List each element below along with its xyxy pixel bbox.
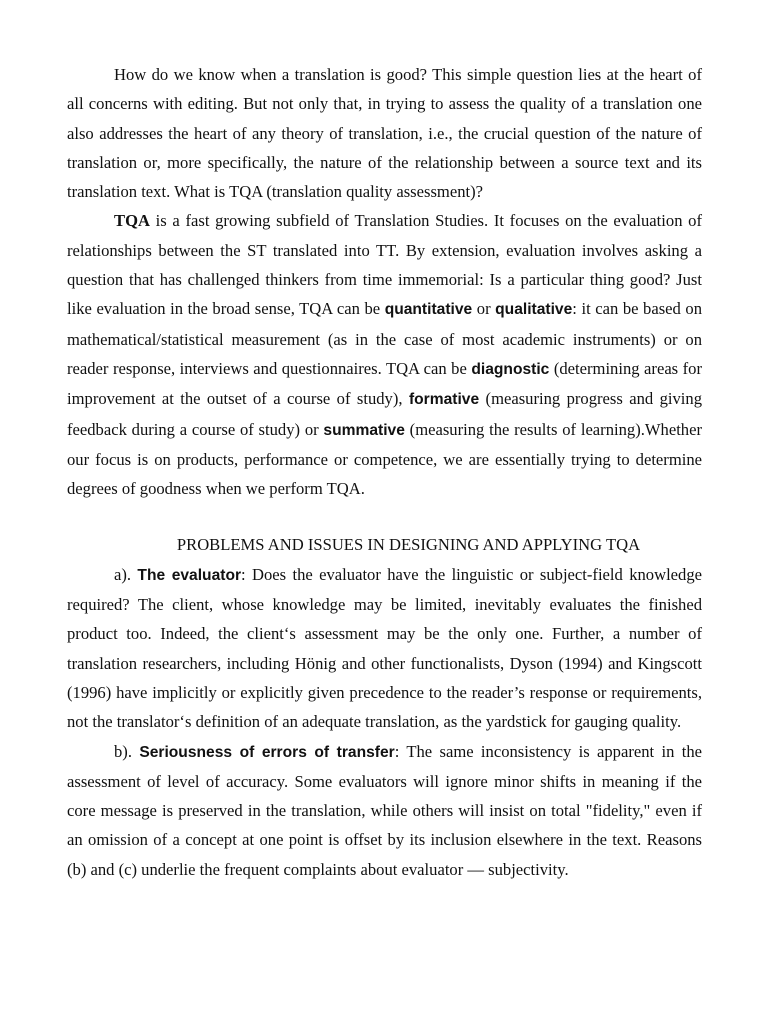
tqa-text-4: (determining areas for improvement at the outset of a course of study), — [67, 358, 702, 409]
document-page — [67, 60, 702, 884]
tqa-text-3: : it can be based on mathematical/statistical measurement (as in the case of most academic instruments) or on reader response, interviews and questionnaires. TQA can be — [67, 299, 702, 378]
intro-text: How do we know when a translation is good? This simple question lies at the heart of all concerns with editing. But not only that, in trying to assess the quality of a translation one also addresses the heart of any theory of translation, i.e., the crucial question of the nature of translation or, more specifically, the nature of the relationship between a source text and its translation text. What is TQA (translation quality assessment)? — [67, 65, 702, 202]
term-formative: formative — [408, 391, 480, 409]
tqa-text-6: (measuring the results of learning).Whether our focus is on products, performance or competence, we are essentially trying to determine degrees of goodness when we perform TQA. — [67, 419, 702, 499]
item-a-title: The evaluator — [137, 566, 242, 584]
item-b-marker: b). — [114, 741, 140, 761]
term-qualitative: qualitative — [495, 301, 573, 319]
tqa-paragraph — [67, 206, 702, 503]
item-a-text: : Does the evaluator have the linguistic or subject-field knowledge required? The client, whose knowledge may be limited, inevitably evaluates the finished product too. Indeed, the client‘s assessment may be the only one. Further, a number of translation researchers, including Hönig and other functionalists, Dyson (1994) and Kingscott (1996) have implicitly or explicitly given precedence to the reader’s response or requirements, not the translator‘s definition of an adequate translation, as the yardstick for gauging quality. — [67, 564, 703, 732]
item-b-paragraph — [67, 737, 702, 884]
tqa-term: TQA — [114, 211, 150, 231]
tqa-text-1: is a fast growing subfield of Translation Studies. It focuses on the evaluation of relationships between the ST translated into TT. By extension, evaluation involves asking a question that has challenged thinkers from time immemorial: Is a particular thing good? Just like evaluation in the broad sense, TQA can be — [67, 211, 702, 319]
term-quantitative: quantitative — [384, 301, 473, 319]
item-a-marker: a). — [114, 564, 138, 584]
intro-paragraph — [67, 60, 702, 206]
item-a-paragraph — [67, 560, 702, 737]
section-heading: PROBLEMS AND ISSUES IN DESIGNING AND APPLYING TQA — [176, 535, 641, 555]
tqa-text-5: (measuring progress and giving feedback during a course of study) or — [67, 389, 702, 439]
tqa-text-2: or — [472, 299, 496, 319]
term-summative: summative — [323, 421, 405, 439]
item-b-title: Seriousness of errors of transfer — [139, 743, 395, 761]
item-b-text: : The same inconsistency is apparent in the assessment of level of accuracy. Some evaluators will ignore minor shifts in meaning if the core message is preserved in the translation, while others will insist on total "fidelity," even if an omission of a concept at one point is offset by its inclusion elsewhere in the text. Reasons (b) and (c) underlie the frequent complaints about evaluator — subjectivity. — [67, 741, 702, 879]
term-diagnostic: diagnostic — [471, 360, 550, 378]
